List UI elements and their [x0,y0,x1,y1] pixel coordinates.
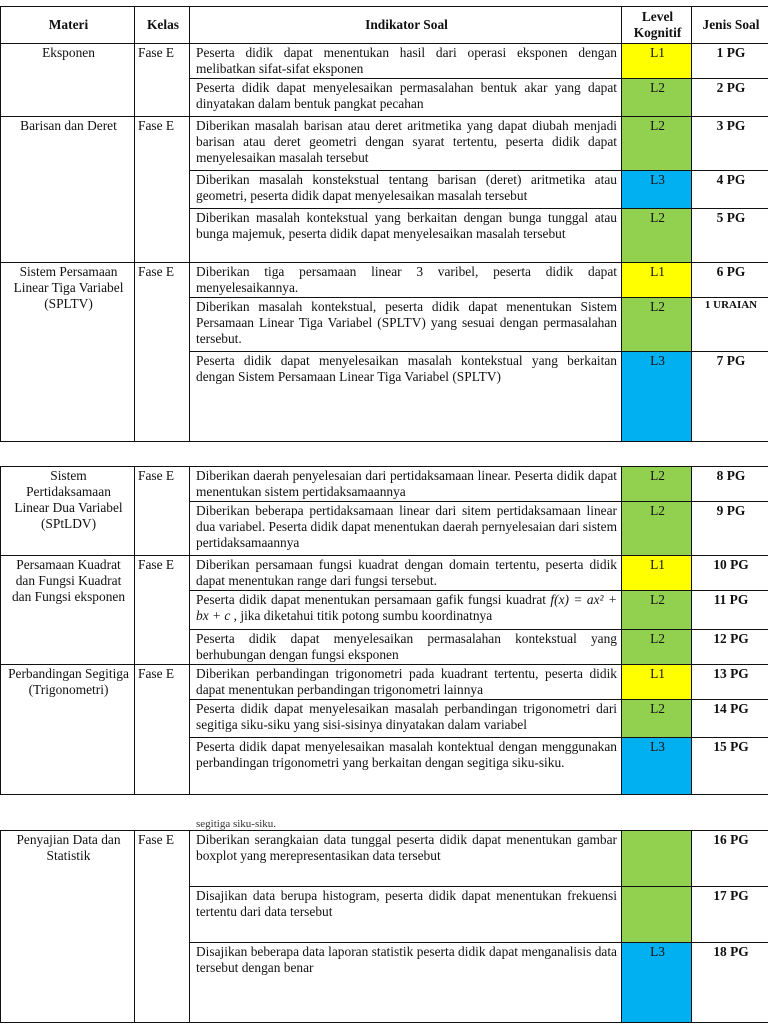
materi-cell: Penyajian Data dan Statistik [1,831,135,1023]
materi-cell: Persamaan Kuadrat dan Fungsi Kuadrat dan Fungsi eksponen [1,556,135,665]
indikator-cell: Diberikan tiga persamaan linear 3 varibel, peserta didik dapat menyelesaikannya. [190,263,622,298]
jenis-cell: 9 PG [692,502,768,556]
indikator-cell: Diberikan serangkaian data tunggal peserta didik dapat menentukan gambar boxplot yang merepresentasikan data tersebut [190,831,622,887]
jenis-cell: 10 PG [692,556,768,591]
level-badge: L1 [622,44,692,79]
jenis-cell: 2 PG [692,79,768,117]
table-row [1,665,768,700]
header-level: Level Kognitif [622,7,692,44]
indikator-cell: Disajikan beberapa data laporan statistik peserta didik dapat menganalisis data tersebut dengan benar [190,943,622,1023]
jenis-cell: 6 PG [692,263,768,298]
page-break [0,452,768,462]
kelas-cell: Fase E [135,44,190,117]
header-indikator: Indikator Soal [190,7,622,44]
level-badge: L3 [622,352,692,442]
jenis-cell: 18 PG [692,943,768,1023]
jenis-cell: 12 PG [692,630,768,665]
table-row [1,117,768,171]
jenis-cell: 13 PG [692,665,768,700]
indikator-cell: Diberikan persamaan fungsi kuadrat dengan domain tertentu, peserta didik dapat menentukan range dari fungsi tersebut. [190,556,622,591]
indikator-cell: Peserta didik dapat menentukan hasil dari operasi eksponen dengan melibatkan sifat-sifat eksponen [190,44,622,79]
materi-cell: Perbandingan Segitiga (Trigonometri) [1,665,135,795]
materi-cell: Sistem Persamaan Linear Tiga Variabel (SPLTV) [1,263,135,442]
level-badge: L2 [622,79,692,117]
level-badge: L2 [622,591,692,630]
level-badge: L1 [622,665,692,700]
indikator-cell: Diberikan masalah barisan atau deret aritmetika yang dapat diubah menjadi barisan atau deret geometri dengan syarat tertentu, peserta didik dapat menyelesaikan masalah tersebut [190,117,622,171]
jenis-cell: 3 PG [692,117,768,171]
jenis-cell: 14 PG [692,700,768,738]
indikator-cell: Peserta didik dapat menyelesaikan permasalahan bentuk akar yang dapat dinyatakan dalam bentuk pangkat pecahan [190,79,622,117]
indicator-table-part2 [0,466,768,795]
level-badge: L2 [622,502,692,556]
level-badge: L3 [622,943,692,1023]
level-badge [622,887,692,943]
indikator-cell: Diberikan perbandingan trigonometri pada kuadrant tertentu, peserta didik dapat menentukan perbandingan trigonometri lainnya [190,665,622,700]
materi-cell: Sistem Pertidaksamaan Linear Dua Variabel (SPtLDV) [1,467,135,556]
level-badge: L2 [622,467,692,502]
jenis-cell: 1 URAIAN [692,298,768,352]
jenis-cell: 16 PG [692,831,768,887]
jenis-cell: 4 PG [692,171,768,209]
kelas-cell: Fase E [135,263,190,442]
level-badge: L1 [622,556,692,591]
jenis-cell: 8 PG [692,467,768,502]
level-badge: L2 [622,298,692,352]
indikator-cell: Peserta didik dapat menentukan persamaan gafik fungsi kuadrat f(x) = ax² + bx + c , jika diketahui titik potong sumbu koordinatnya [190,591,622,630]
jenis-cell: 11 PG [692,591,768,630]
table-body-part1 [1,44,768,442]
level-badge: L1 [622,263,692,298]
header-kelas: Kelas [135,7,190,44]
indikator-cell: Peserta didik dapat menyelesaikan masalah kontektual dengan menggunakan perbandingan trigonometri yang berkaitan dengan segitiga siku-siku. [190,738,622,795]
kelas-cell: Fase E [135,556,190,665]
indikator-cell: Diberikan daerah penyelesaian dari pertidaksamaan linear. Peserta didik dapat menentukan sistem pertidaksamaannya [190,467,622,502]
header-materi: Materi [1,7,135,44]
indikator-cell: Peserta didik dapat menyelesaikan masalah perbandingan trigonometri dari segitiga siku-siku yang sisi-sisinya dinyatakan dalam variabel [190,700,622,738]
indikator-cell: Diberikan masalah konstekstual tentang barisan (deret) aritmetika atau geometri, peserta didik dapat menyelesaikan masalah tersebut [190,171,622,209]
indikator-cell: Disajikan data berupa histogram, peserta didik dapat menentukan frekuensi tertentu dari data tersebut [190,887,622,943]
indikator-cell: Diberikan masalah kontekstual, peserta didik dapat menentukan Sistem Persamaan Linear Tiga Variabel (SPLTV) yang sesuai dengan permasalahan tersebut. [190,298,622,352]
level-badge [622,831,692,887]
table-body-part3 [1,831,768,1023]
math-expression: f(x) = ax² + bx + c [196,592,617,623]
level-badge: L2 [622,209,692,263]
indikator-cell: Diberikan beberapa pertidaksamaan linear dari sitem pertidaksamaan linear dua variabel. Peserta didik dapat menentukan daerah pernyelesaian dari sistem pertidaksamaannya [190,502,622,556]
level-badge: L2 [622,117,692,171]
kelas-cell: Fase E [135,665,190,795]
indikator-cell: Peserta didik dapat menyelesaikan permasalahan kontekstual yang berhubungan dengan fungsi eksponen [190,630,622,665]
header-jenis: Jenis Soal [692,7,768,44]
indicator-table-part3 [0,830,768,1023]
kelas-cell: Fase E [135,831,190,1023]
table-row [1,831,768,887]
materi-cell: Eksponen [1,44,135,117]
materi-cell: Barisan dan Deret [1,117,135,263]
indicator-table-part1 [0,6,768,442]
table-row [1,263,768,298]
jenis-cell: 1 PG [692,44,768,79]
indikator-cell: Diberikan masalah kontekstual yang berkaitan dengan bunga tunggal atau bunga majemuk, peserta didik dapat menyelesaikan masalah tersebut [190,209,622,263]
overflow-text: segitiga siku-siku. [196,818,277,830]
level-badge: L2 [622,630,692,665]
table-body-part2 [1,467,768,795]
table-row [1,44,768,79]
indikator-cell: Peserta didik dapat menyelesaikan masalah kontekstual yang berkaitan dengan Sistem Persamaan Linear Tiga Variabel (SPLTV) [190,352,622,442]
kelas-cell: Fase E [135,467,190,556]
level-badge: L2 [622,700,692,738]
jenis-cell: 15 PG [692,738,768,795]
table-row [1,556,768,591]
jenis-cell: 17 PG [692,887,768,943]
table-row [1,467,768,502]
level-badge: L3 [622,738,692,795]
kelas-cell: Fase E [135,117,190,263]
jenis-cell: 5 PG [692,209,768,263]
jenis-cell: 7 PG [692,352,768,442]
level-badge: L3 [622,171,692,209]
